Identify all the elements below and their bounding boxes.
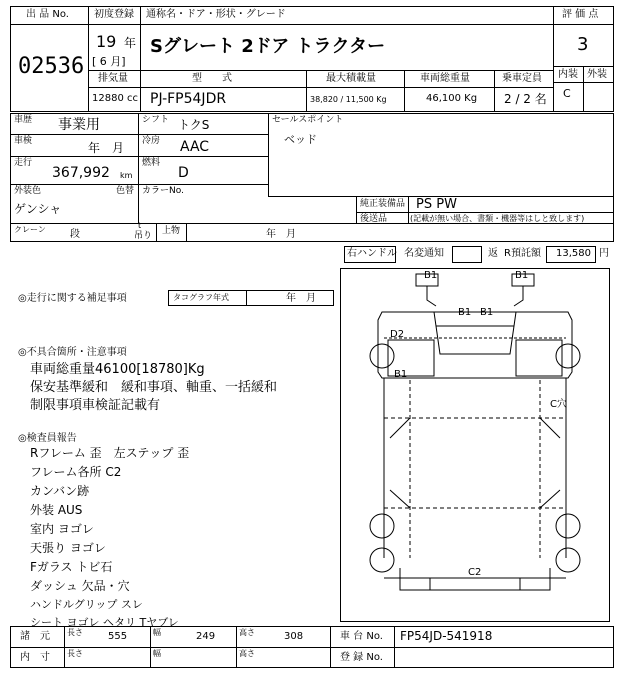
length-label: 長さ	[67, 628, 83, 637]
divider	[140, 70, 141, 112]
divider	[138, 113, 139, 223]
reg-year: 19	[96, 32, 117, 51]
tacho-date: 年 月	[286, 293, 316, 304]
vehicle-name: Sグレート 2ドア トラクター	[150, 36, 386, 57]
crane-steps: 段	[70, 229, 80, 240]
reg-year-unit: 年	[124, 36, 137, 50]
upper-date: 年 月	[266, 229, 296, 240]
divider	[10, 134, 268, 135]
divider	[246, 290, 247, 306]
inspector-line: Fガラス トビ石	[30, 560, 113, 574]
history-label: 車歴	[14, 115, 33, 125]
divider	[10, 156, 268, 157]
crane-weight-unit: t	[138, 221, 142, 230]
displacement-value: 12880 cc	[92, 93, 138, 104]
aftermarket-label: 後送品	[360, 214, 388, 224]
divider	[186, 223, 187, 242]
length-label: 長さ	[67, 649, 83, 658]
defects-title: ◎不具合箇所・注意事項	[18, 347, 127, 358]
model-code: PJ-FP54JDR	[150, 91, 227, 107]
color-change-label: 色替	[116, 186, 135, 196]
shift-value: トクS	[178, 118, 210, 132]
load-label: 最大積載量	[326, 73, 376, 84]
history-value: 事業用	[58, 117, 100, 133]
divider	[553, 6, 554, 112]
color-label: 外装色	[14, 186, 42, 196]
divider	[150, 626, 151, 668]
name-change-label: 名変通知	[404, 248, 444, 259]
registration-label: 初度登録	[94, 9, 134, 20]
divider	[236, 626, 237, 668]
divider	[88, 87, 553, 88]
divider	[268, 113, 269, 197]
divider	[306, 70, 307, 112]
mileage-label: 走行	[14, 158, 33, 168]
divider	[10, 223, 614, 224]
divider	[10, 184, 268, 185]
fuel-value: D	[178, 165, 189, 181]
divider	[268, 196, 356, 197]
divider	[88, 6, 89, 112]
color-no-label: カラーNo.	[142, 186, 184, 196]
gross-weight-value: 46,100 Kg	[426, 93, 478, 104]
r-fee-label: R預託額	[504, 248, 541, 259]
capacity-value: 2 / 2 名	[504, 92, 547, 106]
width-label: 幅	[153, 628, 161, 637]
damage-mark-b1: B1	[458, 307, 472, 318]
divider	[356, 196, 614, 197]
dimensions-label: 諸 元	[20, 631, 50, 642]
fuel-label: 燃料	[142, 158, 161, 168]
inspector-line: シート ヨゴレ ヘタリ Tヤブレ	[30, 616, 179, 629]
crane-label: クレーン	[14, 225, 46, 234]
damage-mark-b1: B1	[424, 270, 438, 281]
ac-label: 冷房	[142, 136, 161, 146]
divider	[140, 6, 141, 24]
damage-mark-c-hole: C穴	[550, 399, 567, 410]
yen-label: 円	[599, 248, 609, 259]
divider	[356, 196, 357, 223]
sales-point-label: セールスポイント	[272, 115, 344, 125]
inspector-line: 外装 AUS	[30, 503, 83, 517]
name-change-box	[452, 246, 482, 263]
model-label: 型 式	[192, 73, 232, 84]
equipment-label: 純正装備品	[360, 199, 406, 209]
inner-dims-label: 内 寸	[20, 652, 50, 663]
divider	[64, 626, 65, 668]
sales-point-value: ベッド	[284, 133, 317, 146]
shift-label: シフト	[142, 115, 170, 125]
damage-mark-b1: B1	[394, 369, 408, 380]
width-value: 249	[196, 631, 216, 642]
inspector-line: ダッシュ 欠品・穴	[30, 579, 130, 593]
defect-line: 保安基準緩和 緩和事項、軸重、一括緩和	[30, 380, 278, 395]
damage-mark-b1: B1	[480, 307, 494, 318]
gross-weight-label: 車両総重量	[420, 73, 470, 84]
mileage-unit: km	[120, 171, 133, 180]
damage-mark-d2: D2	[390, 329, 405, 340]
score-value: 3	[577, 34, 589, 55]
inspector-line: 天張り ヨゴレ	[30, 541, 106, 555]
mileage-value: 367,992	[52, 165, 110, 181]
lot-number: 02536	[18, 54, 85, 79]
load-value: 38,820 / 11,500 Kg	[310, 95, 387, 104]
drive-notes-title: ◎走行に関する補足事項	[18, 293, 127, 304]
exterior-label: 外装	[587, 69, 607, 80]
divider	[494, 70, 495, 112]
damage-mark-b1: B1	[515, 270, 529, 281]
inspection-label: 車検	[14, 136, 33, 146]
damage-mark-c2: C2	[468, 567, 482, 578]
divider	[156, 223, 157, 242]
lot-label: 出 品 No.	[26, 9, 69, 20]
divider	[408, 196, 409, 223]
aftermarket-note: (記載が無い場合、書類・機器等はしと致します)	[410, 214, 585, 223]
return-label: 返	[488, 248, 498, 259]
rhd-label: 右ハンドル	[347, 248, 397, 259]
inspector-line: Rフレーム 歪 左ステップ 歪	[30, 446, 190, 460]
divider	[88, 24, 553, 25]
length-value: 555	[108, 631, 128, 642]
color-value: ゲンシャ	[14, 202, 62, 216]
reg-month: [ 6 月]	[92, 55, 126, 68]
crane-hang: 吊り	[134, 231, 153, 241]
inspector-line: カンバン跡	[30, 484, 90, 498]
interior-label: 内装	[558, 69, 578, 80]
inspector-line: 室内 ヨゴレ	[30, 522, 94, 536]
displacement-label: 排気量	[98, 73, 128, 84]
vin-value: FP54JD-541918	[400, 629, 493, 643]
interior-grade: C	[563, 87, 571, 100]
score-label: 評 価 点	[562, 9, 599, 20]
divider	[553, 24, 614, 25]
divider	[140, 24, 141, 70]
height-value: 308	[284, 631, 304, 642]
upper-label: 上物	[162, 226, 181, 236]
ac-value: AAC	[180, 139, 210, 155]
divider	[404, 70, 405, 112]
divider	[394, 626, 395, 668]
divider	[583, 66, 584, 112]
divider	[10, 24, 88, 25]
divider	[88, 70, 553, 71]
defect-line: 車両総重量46100[18780]Kg	[30, 362, 205, 377]
inspector-line: フレーム各所 C2	[30, 465, 122, 479]
width-label: 幅	[153, 649, 161, 658]
inspection-value: 年 月	[88, 141, 125, 155]
divider	[356, 212, 614, 213]
registration-no-label: 登 録 No.	[340, 652, 383, 663]
height-label: 高さ	[239, 649, 255, 658]
height-label: 高さ	[239, 628, 255, 637]
inspector-line: ハンドルグリップ スレ	[30, 598, 143, 611]
tacho-label: タコグラフ年式	[173, 293, 229, 302]
defect-line: 制限事項車検証記載有	[30, 398, 161, 413]
r-fee-value: 13,580	[556, 248, 591, 259]
divider	[330, 626, 331, 668]
divider	[10, 647, 614, 648]
equipment-value: PS PW	[416, 197, 457, 212]
capacity-label: 乗車定員	[502, 73, 542, 84]
vin-label: 車 台 No.	[340, 631, 383, 642]
model-desc-label: 通称名・ドア・形状・グレード	[146, 9, 286, 20]
inspector-title: ◎検査員報告	[18, 433, 77, 444]
